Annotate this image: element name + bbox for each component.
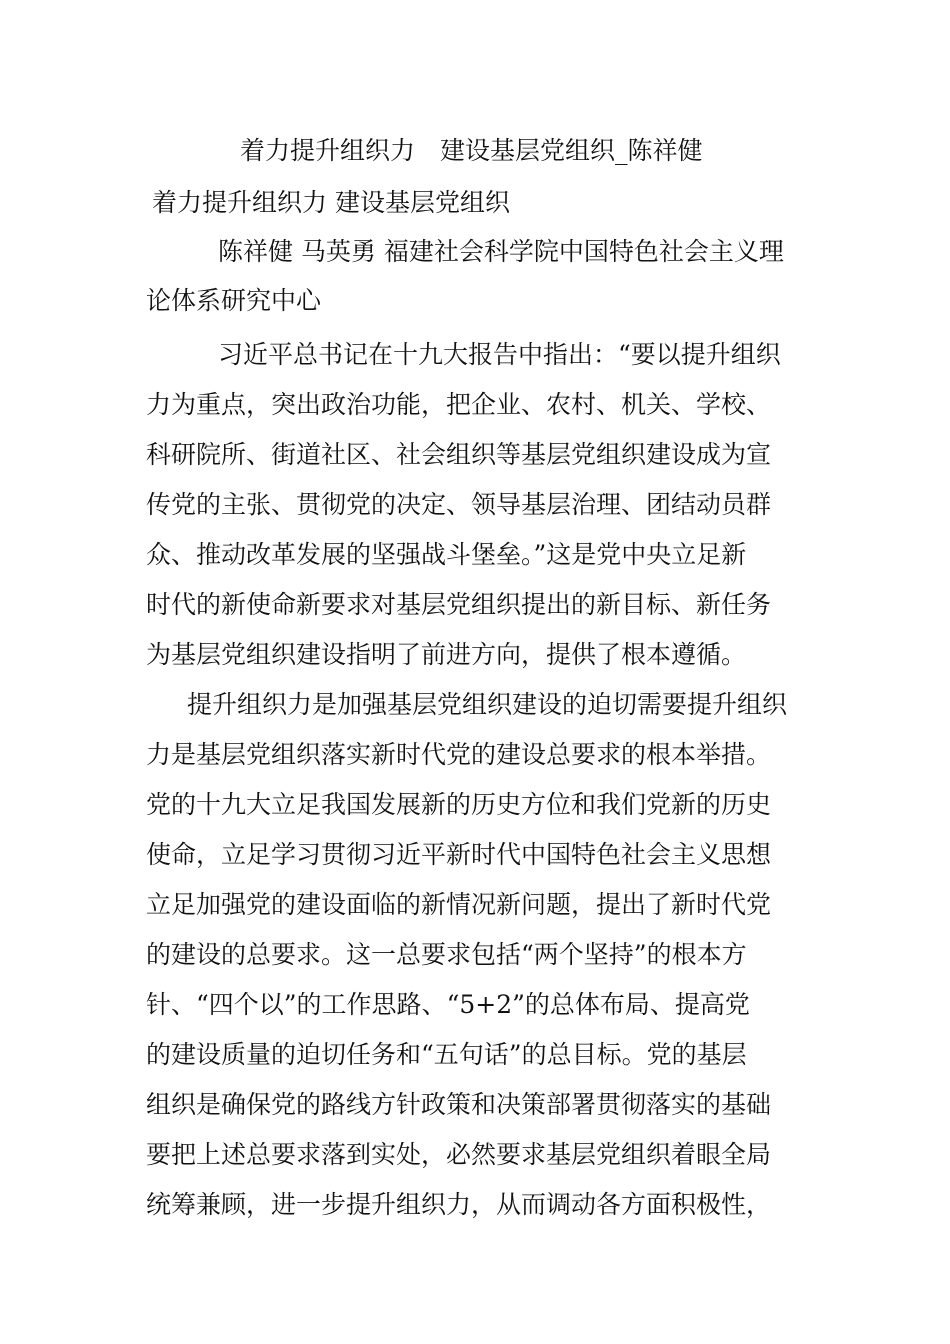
- paragraph-line: 力是基层党组织落实新时代党的建设总要求的根本举措。: [146, 740, 772, 769]
- authors-line-continued: 论体系研究中心: [146, 286, 322, 315]
- paragraph-line: 党的十九大立足我国发展新的历史方位和我们党新的历史: [146, 790, 772, 819]
- paragraph-line: 科研院所、街道社区、社会组织等基层党组织建设成为宣: [146, 440, 772, 469]
- paragraph-line: 提升组织力是加强基层党组织建设的迫切需要提升组织: [187, 690, 788, 719]
- paragraph-line: 组织是确保党的路线方针政策和决策部署贯彻落实的基础: [146, 1090, 772, 1119]
- paragraph-line: 针、“四个以”的工作思路、“5+2”的总体布局、提高党: [146, 990, 750, 1019]
- paragraph-line: 立足加强党的建设面临的新情况新问题，提出了新时代党: [146, 890, 772, 919]
- paragraph-line: 的建设的总要求。这一总要求包括“两个坚持”的根本方: [146, 940, 747, 969]
- paragraph-line: 的建设质量的迫切任务和“五句话”的总目标。党的基层: [146, 1040, 747, 1069]
- paragraph-line: 时代的新使命新要求对基层党组织提出的新目标、新任务: [146, 590, 772, 619]
- authors-line: 陈祥健 马英勇 福建社会科学院中国特色社会主义理: [218, 237, 784, 266]
- paragraph-line: 要把上述总要求落到实处，必然要求基层党组织着眼全局: [146, 1140, 772, 1169]
- paragraph-line: 力为重点，突出政治功能，把企业、农村、机关、学校、: [146, 390, 772, 419]
- paragraph-line: 众、推动改革发展的坚强战斗堡垒。”这是党中央立足新: [146, 540, 747, 569]
- paragraph-line: 传党的主张、贯彻党的决定、领导基层治理、团结动员群: [146, 490, 772, 519]
- paragraph-line: 习近平总书记在十九大报告中指出：“要以提升组织: [218, 340, 781, 369]
- paragraph-line: 为基层党组织建设指明了前进方向，提供了根本遵循。: [146, 640, 747, 669]
- article-subtitle: 着力提升组织力 建设基层党组织: [152, 188, 510, 217]
- paragraph-line: 统筹兼顾，进一步提升组织力，从而调动各方面积极性，: [146, 1190, 772, 1219]
- paragraph-line: 使命，立足学习贯彻习近平新时代中国特色社会主义思想: [146, 840, 772, 869]
- document-title: 着力提升组织力 建设基层党组织_陈祥健: [240, 136, 703, 165]
